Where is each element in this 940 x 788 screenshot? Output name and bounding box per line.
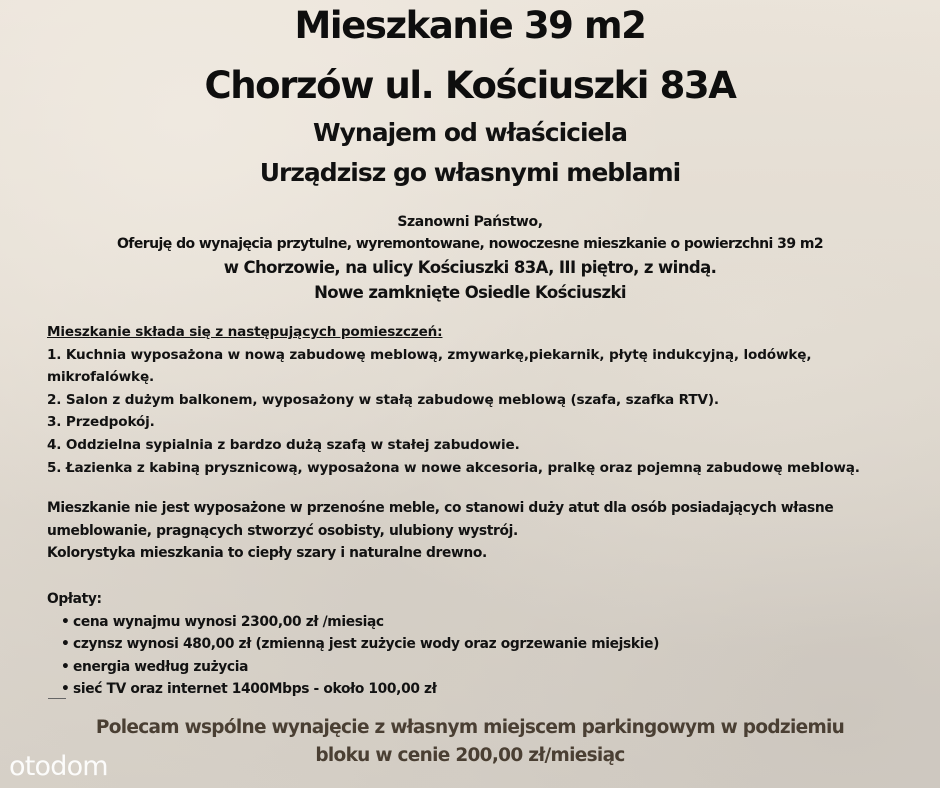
- rooms-section: [47, 321, 927, 479]
- parking-note-line-2: bloku w cenie 200,00 zł/miesiąc: [315, 745, 625, 766]
- bullet-icon: •: [61, 613, 70, 630]
- bullet-icon: •: [61, 681, 70, 698]
- room-item: mikrofalówkę.: [47, 369, 155, 386]
- room-item: 2. Salon z dużym balkonem, wyposażony w stałą zabudowę meblową (szafa, szafka RTV).: [47, 391, 719, 408]
- parking-note: [0, 714, 940, 770]
- intro-section: [0, 211, 940, 305]
- fee-text: czynsz wynosi 480,00 zł (zmienną jest zużycie wody oraz ogrzewanie miejskie): [73, 636, 660, 653]
- description-line: Mieszkanie nie jest wyposażone w przenośne meble, co stanowi duży atut dla osób posiadających własne: [47, 500, 834, 516]
- intro-location: w Chorzowie, na ulicy Kościuszki 83A, III piętro, z windą.: [223, 258, 717, 277]
- fee-item: [61, 611, 927, 634]
- fees-section: [47, 588, 927, 701]
- bullet-icon: •: [61, 636, 70, 653]
- otodom-watermark-logo: otodom: [9, 751, 108, 782]
- room-item: 5. Łazienka z kabiną prysznicową, wyposażona w nowe akcesoria, pralkę oraz pojemną zabudowę meblową.: [47, 459, 860, 476]
- subtitle-line-1: Wynajem od właściciela: [313, 118, 627, 147]
- rooms-heading: Mieszkanie składa się z następujących pomieszczeń:: [47, 324, 443, 340]
- divider: [48, 698, 66, 699]
- fee-item: [61, 678, 927, 701]
- fee-item: [61, 656, 927, 679]
- bullet-icon: •: [61, 658, 70, 675]
- description-line: Kolorystyka mieszkania to ciepły szary i naturalne drewno.: [47, 545, 487, 561]
- description-section: [47, 497, 927, 565]
- title-line-1: Mieszkanie 39 m2: [294, 4, 646, 47]
- description-line: umeblowanie, pragnących stworzyć osobisty, ulubiony wystrój.: [47, 522, 518, 539]
- room-item: 3. Przedpokój.: [47, 414, 155, 431]
- fee-text: energia według zużycia: [73, 658, 249, 675]
- parking-note-line-1: Polecam wspólne wynajęcie z własnym miejscem parkingowym w podziemiu: [95, 717, 845, 738]
- fees-list: [47, 611, 927, 701]
- room-item: 1. Kuchnia wyposażona w nową zabudowę meblową, zmywarkę,piekarnik, płytę indukcyjną, lodówkę,: [47, 346, 812, 363]
- fees-heading: Opłaty:: [47, 591, 102, 607]
- subtitle-line-2: Urządzisz go własnymi meblami: [259, 158, 681, 187]
- fee-text: sieć TV oraz internet 1400Mbps - około 100,00 zł: [73, 681, 437, 698]
- intro-estate: Nowe zamknięte Osiedle Kościuszki: [314, 283, 626, 302]
- room-item: 4. Oddzielna sypialnia z bardzo dużą szafą w stałej zabudowie.: [47, 436, 520, 453]
- title-line-2: Chorzów ul. Kościuszki 83A: [204, 64, 736, 107]
- fee-text: cena wynajmu wynosi 2300,00 zł /miesiąc: [73, 613, 384, 630]
- intro-offer: Oferuję do wynajęcia przytulne, wyremontowane, nowoczesne mieszkanie o powierzchni 39 m2: [116, 236, 824, 252]
- intro-greeting: Szanowni Państwo,: [397, 214, 543, 230]
- fee-item: [61, 633, 927, 656]
